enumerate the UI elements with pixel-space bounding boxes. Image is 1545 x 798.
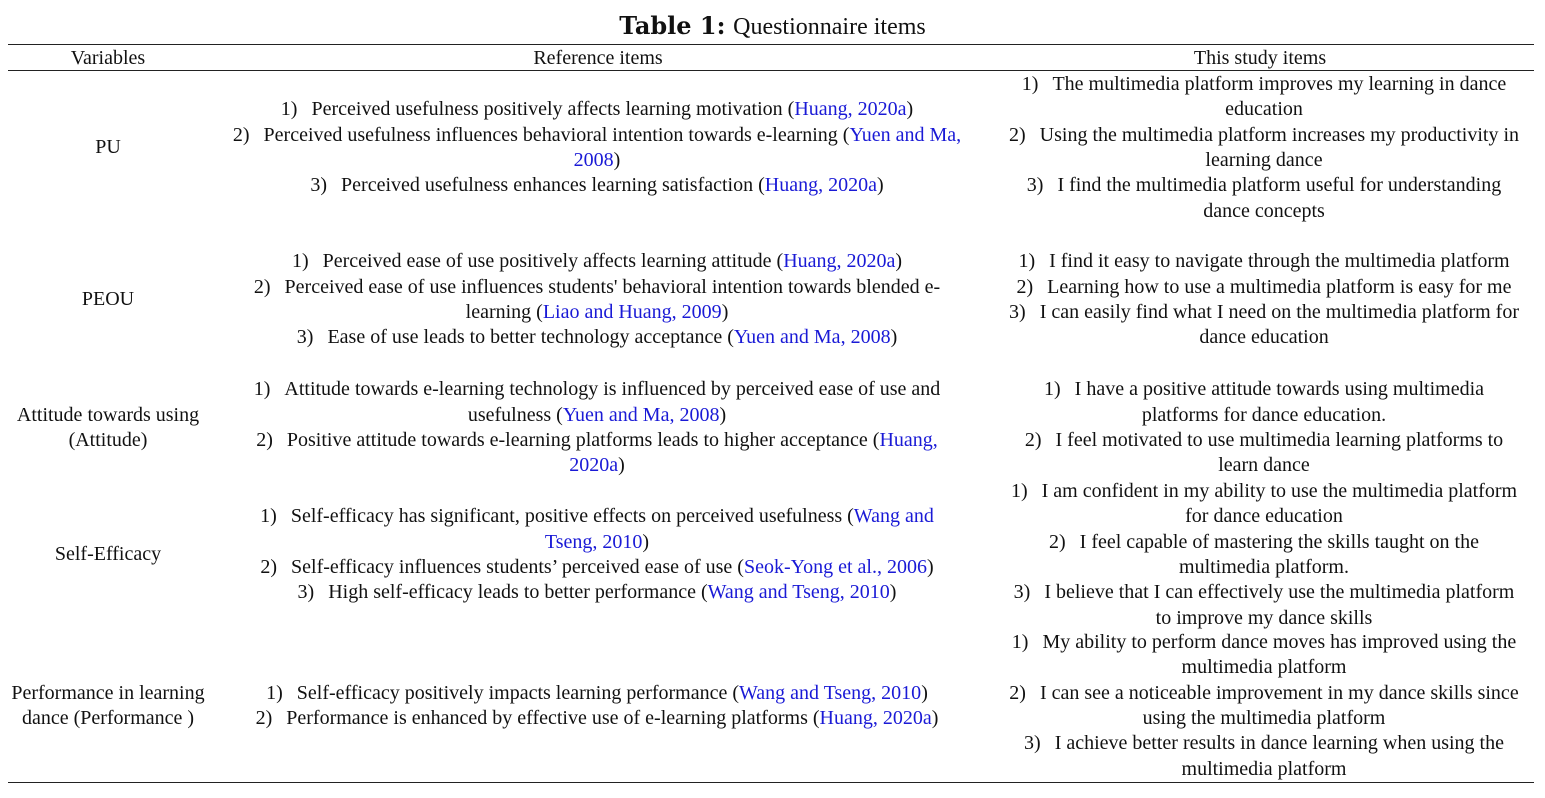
study-item bbox=[1008, 72, 1520, 123]
reference-item bbox=[232, 123, 962, 174]
reference-text: Performance is enhanced by effective use of e-learning platforms ( bbox=[286, 707, 820, 729]
reference-item bbox=[232, 681, 962, 706]
item-number: 2) bbox=[1008, 123, 1026, 146]
study-item bbox=[1008, 580, 1520, 631]
variable-cell: PU bbox=[95, 136, 121, 159]
reference-items-cell bbox=[232, 224, 962, 376]
item-number: 3) bbox=[1009, 301, 1026, 323]
item-number: 3) bbox=[297, 581, 315, 604]
study-item bbox=[1008, 530, 1520, 581]
item-number: 1) bbox=[1021, 72, 1039, 95]
reference-item bbox=[232, 97, 962, 122]
variable-cell: Self-Efficacy bbox=[54, 543, 162, 566]
header-study-items: This study items bbox=[1193, 47, 1327, 69]
study-text: I find it easy to navigate through the multimedia platform bbox=[1049, 250, 1510, 273]
study-text: I can easily find what I need on the multimedia platform for dance education bbox=[1039, 301, 1519, 349]
table-title bbox=[0, 10, 1545, 43]
citation-link[interactable]: Yuen and Ma, 2008 bbox=[562, 403, 720, 426]
reference-text: Attitude towards e-learning technology is influenced by perceived ease of use and usefulness ( bbox=[284, 378, 941, 426]
item-number: 1) bbox=[266, 681, 283, 704]
reference-item bbox=[232, 504, 962, 555]
reference-item bbox=[232, 580, 962, 605]
reference-text: Positive attitude towards e-learning platforms leads to higher acceptance ( bbox=[286, 429, 880, 451]
item-number: 1) bbox=[1011, 630, 1029, 653]
reference-text: Self-efficacy has significant, positive effects on perceived usefulness ( bbox=[290, 505, 854, 528]
reference-item bbox=[232, 428, 962, 479]
study-items-cell bbox=[1008, 376, 1520, 480]
closing-paren: ) bbox=[613, 149, 621, 171]
study-text: I find the multimedia platform useful for understanding dance concepts bbox=[1057, 174, 1502, 222]
reference-items-cell bbox=[232, 72, 962, 224]
reference-item bbox=[232, 325, 962, 350]
citation-link[interactable]: Liao and Huang, 2009 bbox=[542, 301, 722, 323]
study-text: I can see a noticeable improvement in my dance skills since using the multimedia platform bbox=[1039, 681, 1519, 729]
reference-item bbox=[232, 249, 962, 274]
reference-items-cell bbox=[232, 630, 962, 782]
reference-text: Perceived usefulness enhances learning satisfaction ( bbox=[341, 174, 765, 197]
item-number: 2) bbox=[1016, 275, 1034, 298]
reference-text: High self-efficacy leads to better performance ( bbox=[328, 581, 708, 604]
study-item bbox=[1008, 275, 1520, 300]
reference-items-cell bbox=[232, 480, 962, 630]
item-number: 2) bbox=[256, 429, 273, 451]
closing-paren: ) bbox=[719, 403, 727, 426]
closing-paren: ) bbox=[895, 250, 903, 273]
reference-items-cell bbox=[232, 376, 962, 480]
item-number: 1) bbox=[1043, 378, 1061, 401]
closing-paren: ) bbox=[889, 581, 897, 604]
closing-paren: ) bbox=[642, 530, 650, 553]
item-number: 1) bbox=[260, 505, 277, 528]
citation-link[interactable]: Seok-Yong et al., 2006 bbox=[743, 556, 927, 578]
reference-text: Perceived usefulness influences behavioral intention towards e-learning ( bbox=[263, 123, 850, 146]
item-number: 3) bbox=[310, 174, 328, 197]
reference-text: Perceived ease of use influences students' behavioral intention towards blended e-learning ( bbox=[284, 275, 941, 323]
item-number: 3) bbox=[1026, 174, 1044, 197]
study-text: I feel motivated to use multimedia learning platforms to learn dance bbox=[1055, 429, 1504, 477]
closing-paren: ) bbox=[906, 98, 914, 121]
closing-paren: ) bbox=[921, 681, 928, 704]
item-number: 2) bbox=[1009, 681, 1026, 704]
reference-text: Perceived usefulness positively affects learning motivation ( bbox=[311, 98, 795, 121]
citation-link[interactable]: Yuen and Ma, 2008 bbox=[573, 123, 962, 171]
table-title-text: Questionnaire items bbox=[733, 14, 926, 40]
reference-text: Ease of use leads to better technology acceptance ( bbox=[327, 326, 734, 349]
study-items-cell bbox=[1008, 630, 1520, 782]
reference-text: Self-efficacy positively impacts learning performance ( bbox=[296, 681, 740, 704]
item-number: 1) bbox=[1010, 479, 1028, 502]
closing-paren: ) bbox=[926, 556, 934, 578]
citation-link[interactable]: Wang and Tseng, 2010 bbox=[707, 581, 890, 604]
closing-paren: ) bbox=[931, 707, 939, 729]
study-items-cell bbox=[1008, 72, 1520, 224]
item-number: 3) bbox=[1013, 581, 1031, 604]
item-number: 2) bbox=[260, 556, 278, 578]
reference-item bbox=[232, 555, 962, 580]
citation-link[interactable]: Wang and Tseng, 2010 bbox=[544, 505, 934, 553]
header-reference-items: Reference items bbox=[533, 47, 663, 69]
study-text: I feel capable of mastering the skills taught on the multimedia platform. bbox=[1079, 530, 1479, 578]
citation-link[interactable]: Huang, 2020a bbox=[783, 250, 896, 273]
reference-item bbox=[232, 706, 962, 731]
study-item bbox=[1008, 630, 1520, 681]
study-text: Learning how to use a multimedia platform is easy for me bbox=[1047, 275, 1512, 298]
study-item bbox=[1008, 681, 1520, 732]
study-items-cell bbox=[1008, 480, 1520, 630]
item-number: 2) bbox=[232, 123, 250, 146]
table-title-label: Table 1: bbox=[619, 11, 726, 40]
item-number: 3) bbox=[296, 326, 314, 349]
reference-item bbox=[232, 275, 962, 326]
study-text: I believe that I can effectively use the multimedia platform to improve my dance skills bbox=[1044, 581, 1515, 629]
reference-item bbox=[232, 377, 962, 428]
variable-cell: Attitude towards using (Attitude) bbox=[16, 403, 200, 451]
study-item bbox=[1008, 123, 1520, 174]
citation-link[interactable]: Huang, 2020a bbox=[794, 98, 907, 121]
study-text: I have a positive attitude towards using multimedia platforms for dance education. bbox=[1074, 378, 1485, 426]
item-number: 2) bbox=[1024, 429, 1042, 451]
reference-text: Perceived ease of use positively affects learning attitude ( bbox=[322, 250, 784, 273]
item-number: 2) bbox=[255, 707, 273, 729]
reference-item bbox=[232, 173, 962, 198]
study-item bbox=[1008, 428, 1520, 479]
item-number: 1) bbox=[1018, 250, 1036, 273]
item-number: 3) bbox=[1024, 732, 1041, 755]
bottom-rule bbox=[8, 782, 1534, 783]
citation-link[interactable]: Huang, 2020a bbox=[764, 174, 877, 197]
closing-paren: ) bbox=[721, 301, 729, 323]
study-text: I am confident in my ability to use the multimedia platform for dance education bbox=[1041, 479, 1518, 528]
study-text: My ability to perform dance moves has improved using the multimedia platform bbox=[1042, 630, 1517, 679]
variable-cell: Performance in learning dance (Performance ) bbox=[11, 681, 205, 729]
citation-link[interactable]: Wang and Tseng, 2010 bbox=[739, 681, 922, 704]
item-number: 2) bbox=[1049, 530, 1066, 553]
study-item bbox=[1008, 300, 1520, 351]
item-number: 2) bbox=[253, 275, 271, 298]
citation-link[interactable]: Huang, 2020a bbox=[569, 429, 938, 477]
study-item bbox=[1008, 173, 1520, 224]
closing-paren: ) bbox=[890, 326, 898, 349]
header-variables: Variables bbox=[70, 47, 146, 69]
closing-paren: ) bbox=[618, 454, 625, 477]
study-item bbox=[1008, 479, 1520, 530]
study-item bbox=[1008, 377, 1520, 428]
citation-link[interactable]: Huang, 2020a bbox=[819, 707, 932, 729]
study-text: I achieve better results in dance learning when using the multimedia platform bbox=[1054, 732, 1504, 780]
study-text: Using the multimedia platform increases my productivity in learning dance bbox=[1039, 123, 1520, 171]
study-item bbox=[1008, 731, 1520, 782]
variable-cell: PEOU bbox=[81, 288, 135, 311]
item-number: 1) bbox=[253, 378, 271, 401]
closing-paren: ) bbox=[876, 174, 884, 197]
item-number: 1) bbox=[280, 98, 298, 121]
study-item bbox=[1008, 249, 1520, 274]
study-text: The multimedia platform improves my learning in dance education bbox=[1052, 72, 1507, 121]
reference-text: Self-efficacy influences students’ perceived ease of use ( bbox=[291, 556, 744, 578]
study-items-cell bbox=[1008, 224, 1520, 376]
item-number: 1) bbox=[291, 250, 309, 273]
citation-link[interactable]: Yuen and Ma, 2008 bbox=[733, 326, 891, 349]
